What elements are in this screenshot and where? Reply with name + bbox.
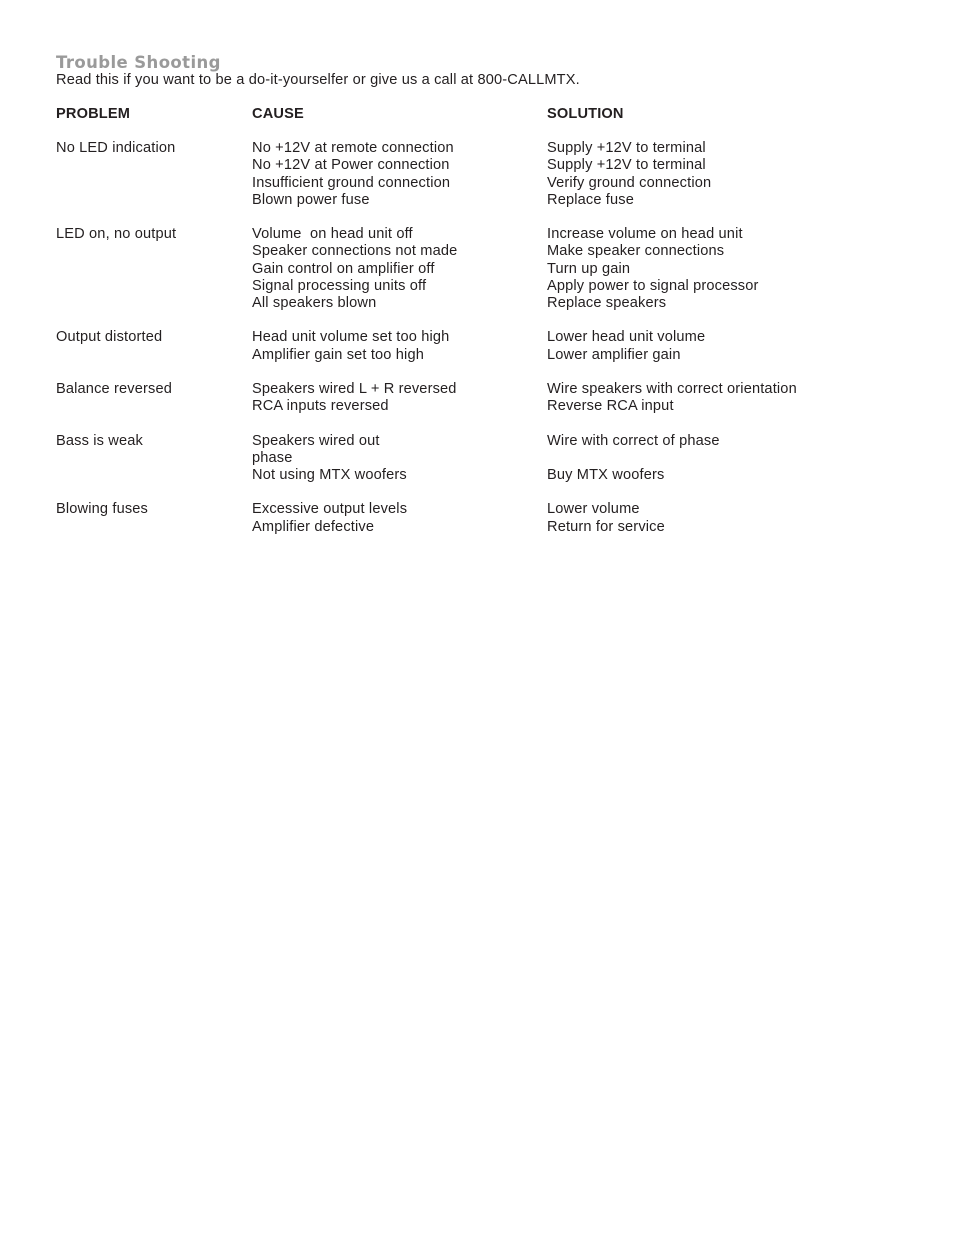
solution-text: Verify ground connection <box>547 174 712 191</box>
problem-text: Balance reversed <box>56 381 172 397</box>
problem-cell <box>56 381 252 415</box>
solution-cell <box>547 433 916 485</box>
solution-text: Turn up gain <box>547 260 631 277</box>
cause-text: Volume on head unit off <box>252 226 413 243</box>
table-row <box>56 329 916 363</box>
solution-text: Make speaker connections <box>547 243 725 260</box>
solution-text: Buy MTX woofers <box>547 466 665 483</box>
solution-cell <box>547 381 916 415</box>
cause-text: Amplifier gain set too high <box>252 346 424 363</box>
solution-text <box>547 450 916 467</box>
cause-cell <box>252 433 547 485</box>
cause-cell <box>252 226 547 312</box>
cause-text: Speaker connections not made <box>252 243 458 260</box>
solution-text: Lower head unit volume <box>547 329 706 346</box>
solution-text: Apply power to signal processor <box>547 277 759 294</box>
solution-text: Wire speakers with correct orientation <box>547 381 797 397</box>
problem-cell <box>56 226 252 312</box>
cause-text: Blown power fuse <box>252 191 370 208</box>
intro-text: Read this if you want to be a do-it-yourselfer or give us a call at 800-CALLMTX. <box>56 72 580 88</box>
header-cause: CAUSE <box>252 106 304 122</box>
cause-text: All speakers blown <box>252 295 377 312</box>
cause-text: Speakers wired L + R reversed <box>252 381 457 397</box>
solution-text: Increase volume on head unit <box>547 226 743 243</box>
problem-text: LED on, no output <box>56 226 177 243</box>
table-row <box>56 433 916 485</box>
solution-text: Wire with correct of phase <box>547 432 720 449</box>
cause-text: No +12V at Power connection <box>252 157 450 174</box>
table-row <box>56 140 916 209</box>
problem-text: Blowing fuses <box>56 501 148 518</box>
cause-text: Gain control on amplifier off <box>252 260 435 277</box>
problem-cell <box>56 140 252 209</box>
table-row <box>56 501 916 535</box>
solution-text: Replace speakers <box>547 295 667 312</box>
table-row <box>56 381 916 415</box>
cause-cell <box>252 501 547 535</box>
cause-text: Signal processing units off <box>252 277 427 294</box>
solution-text: Supply +12V to terminal <box>547 140 706 157</box>
cause-text: No +12V at remote connection <box>252 140 454 157</box>
solution-text: Return for service <box>547 518 665 535</box>
table-row <box>56 226 916 312</box>
solution-text: Lower amplifier gain <box>547 346 681 363</box>
problem-text: Bass is weak <box>56 432 143 449</box>
header-problem: PROBLEM <box>56 106 131 122</box>
cause-text: Speakers wired out <box>252 432 380 449</box>
problem-cell <box>56 329 252 363</box>
table-body <box>56 140 916 536</box>
problem-text: Output distorted <box>56 329 163 346</box>
section-title: Trouble Shooting <box>56 53 221 72</box>
solution-text: Replace fuse <box>547 191 634 208</box>
solution-cell <box>547 329 916 363</box>
cause-text: Excessive output levels <box>252 501 408 518</box>
solution-cell <box>547 501 916 535</box>
solution-text: Reverse RCA input <box>547 398 674 415</box>
solution-cell <box>547 226 916 312</box>
cause-cell <box>252 381 547 415</box>
cause-cell <box>252 140 547 209</box>
cause-text: phase <box>252 449 293 466</box>
problem-cell <box>56 501 252 535</box>
solution-text: Lower volume <box>547 501 640 518</box>
cause-cell <box>252 329 547 363</box>
table-header <box>56 106 916 123</box>
solution-text: Supply +12V to terminal <box>547 157 706 174</box>
troubleshooting-table <box>56 106 916 536</box>
troubleshooting-page <box>56 54 916 553</box>
header-solution: SOLUTION <box>547 106 624 122</box>
problem-text: No LED indication <box>56 140 176 157</box>
problem-cell <box>56 433 252 485</box>
cause-text: Head unit volume set too high <box>252 329 450 346</box>
cause-text: Not using MTX woofers <box>252 467 407 483</box>
cause-text: RCA inputs reversed <box>252 398 389 415</box>
cause-text: Amplifier defective <box>252 518 375 535</box>
cause-text: Insufficient ground connection <box>252 174 451 191</box>
solution-cell <box>547 140 916 209</box>
